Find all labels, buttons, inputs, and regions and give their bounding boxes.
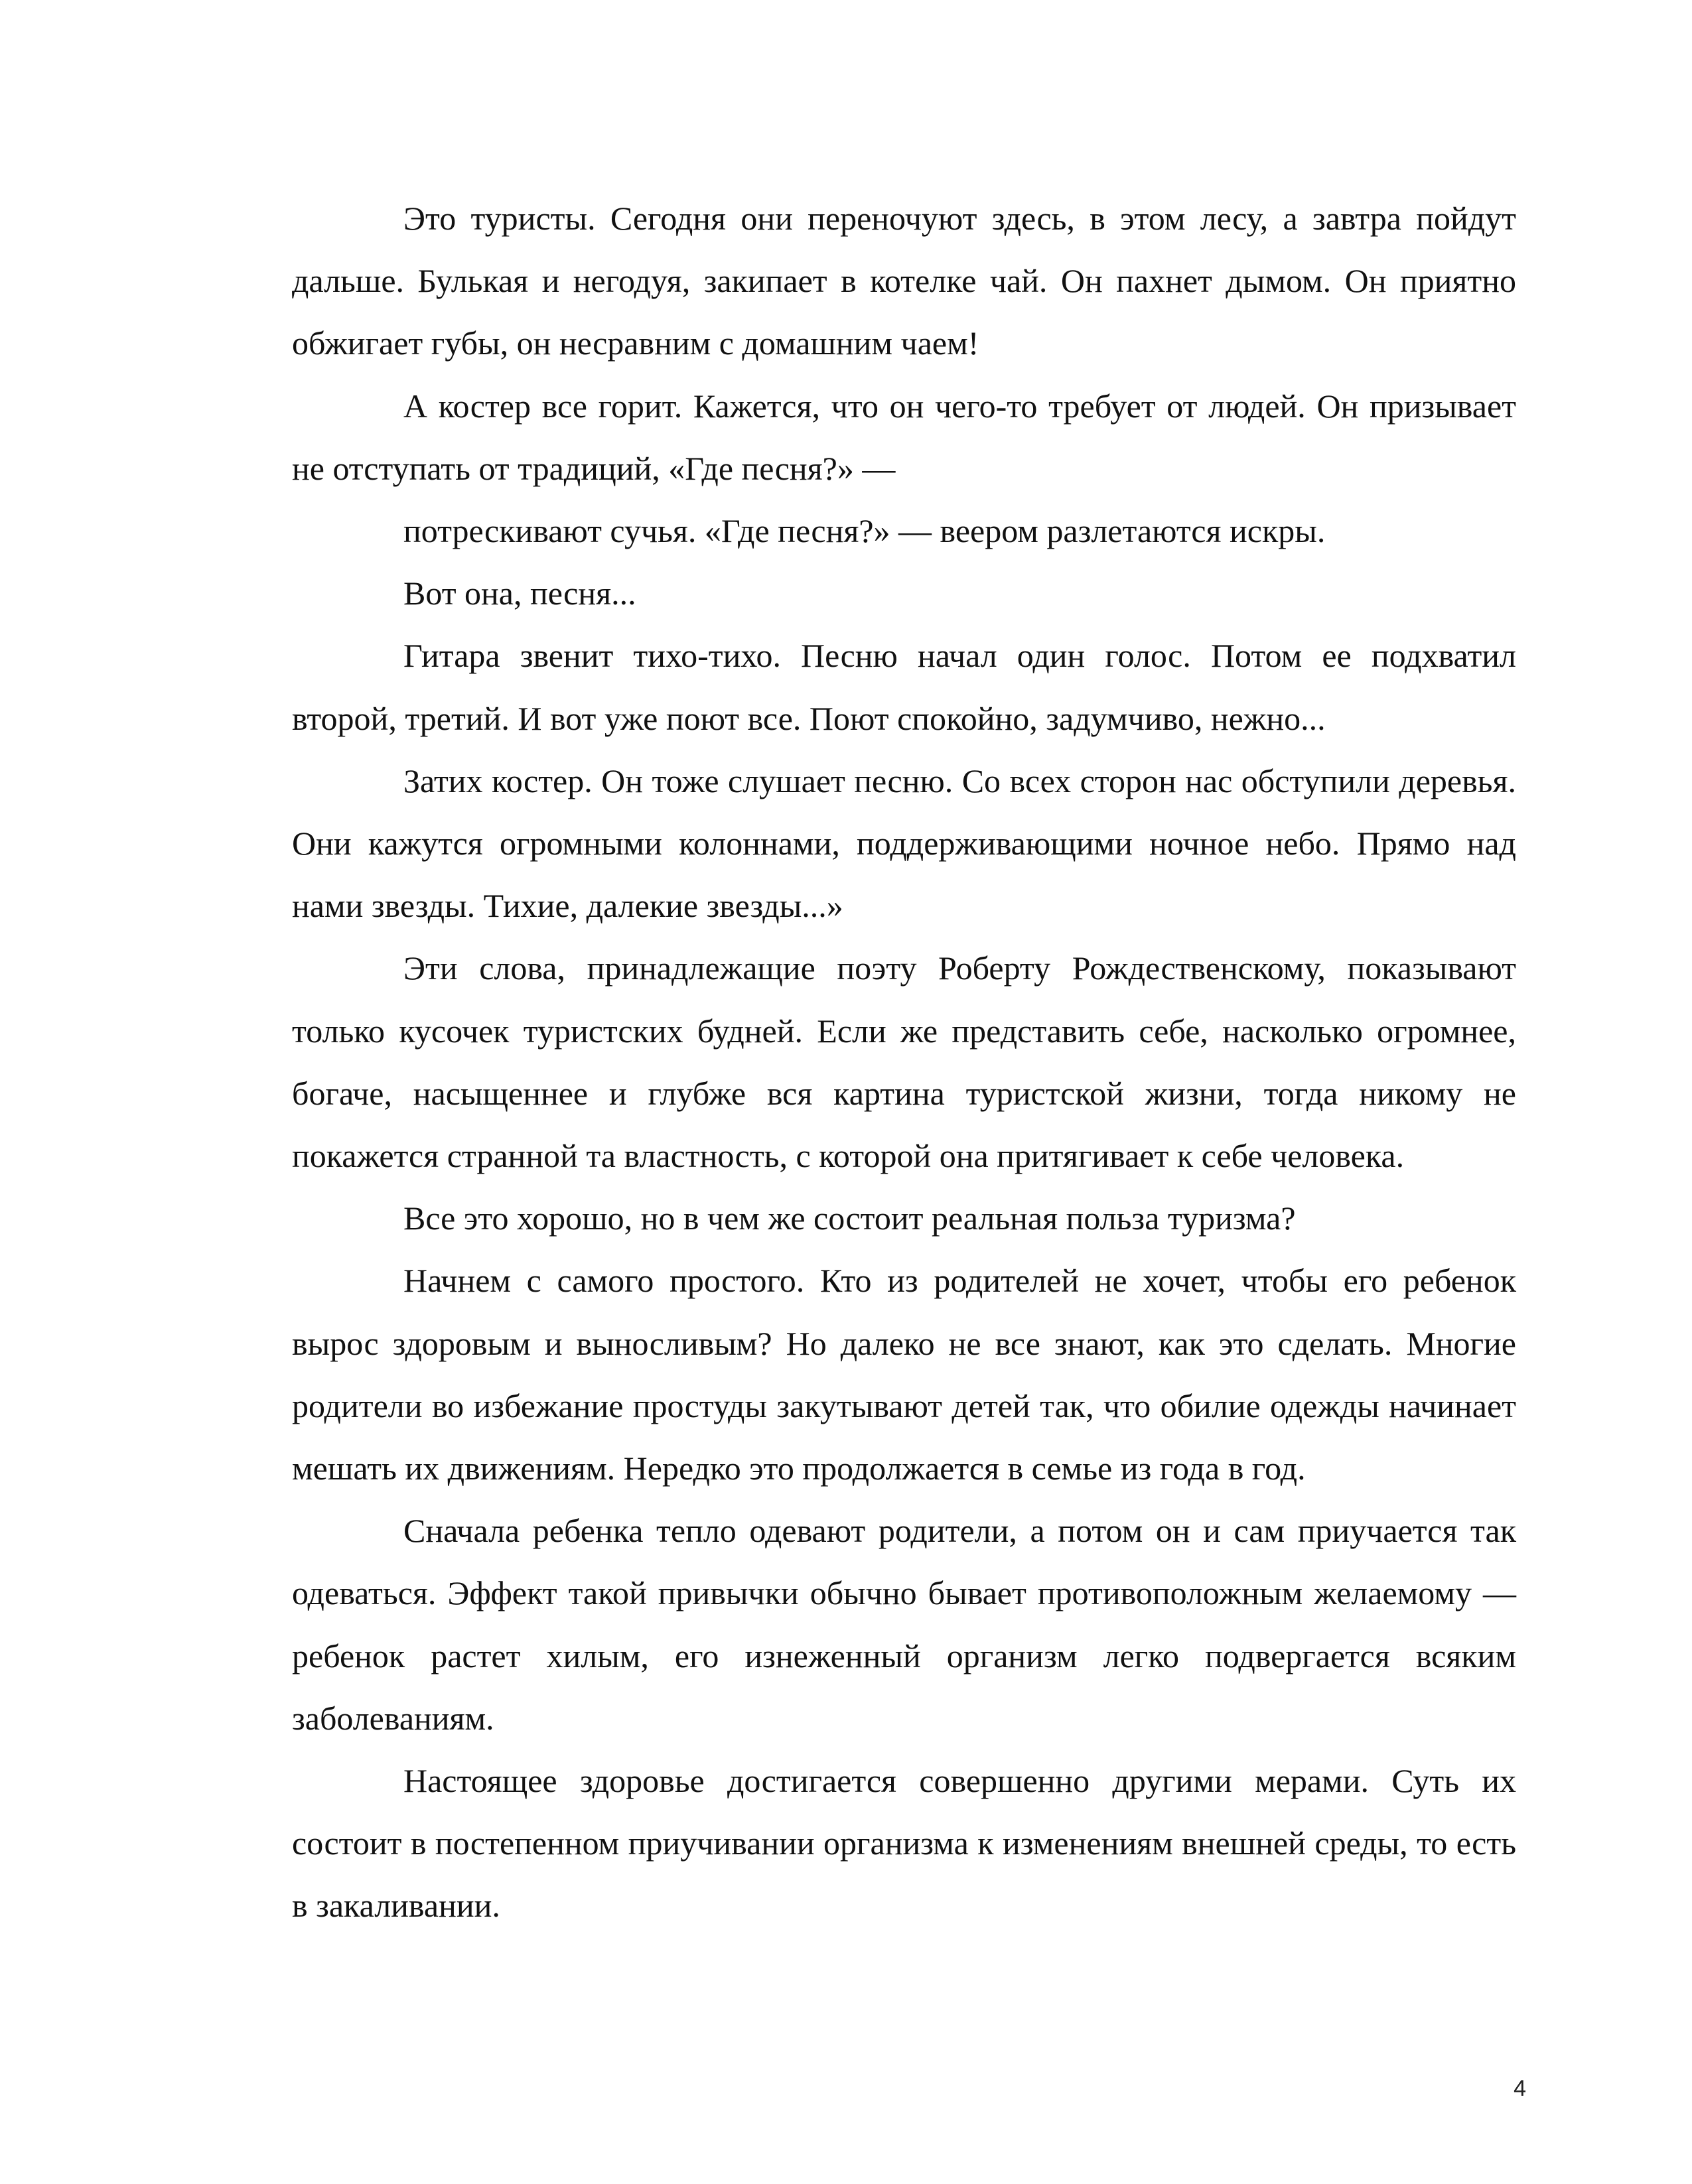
paragraph-campfire: А костер все горит. Кажется, что он чего-то требует от людей. Он призывает не отступать от традиций, «Где песня?» — [292,387,1516,487]
paragraph-here-is-song: Вот она, песня... [403,575,636,612]
paragraph-parents: Начнем с самого простого. Кто из родителей не хочет, чтобы его ребенок вырос здоровым и выносливым? Но далеко не все знают, как это сделать. Многие родители во избежание простуды закутывают детей так, что обилие одежды начинает мешать их движениям. Нередко это продолжается в семье из года в год. [292,1262,1516,1487]
paragraph-poet-quote: Эти слова, принадлежащие поэту Роберту Рождественскому, показывают только кусочек туристских будней. Если же представить себе, насколько огромнее, богаче, насыщеннее и глубже вся картина туристской жизни, тогда никому не покажется странной та властность, с которой она притягивает к себе человека. [292,949,1516,1175]
paragraph-guitar: Гитара звенит тихо-тихо. Песню начал один голос. Потом ее подхватил второй, третий. И вот уже поют все. Поют спокойно, задумчиво, нежно... [292,637,1516,737]
paragraph-hardening: Настоящее здоровье достигается совершенно другими мерами. Суть их состоит в постепенном приучивании организма к изменениям внешней среды, то есть в закаливании. [292,1762,1516,1925]
page-number: 4 [1514,2076,1526,2101]
body-text [292,187,1516,1937]
paragraph-tourists-tea: Это туристы. Сегодня они переночуют здесь, в этом лесу, а завтра пойдут дальше. Булькая и негодуя, закипает в котелке чай. Он пахнет дымом. Он приятно обжигает губы, он несравним с домашним чаем! [292,200,1516,362]
paragraph-dressing-warm: Сначала ребенка тепло одевают родители, а потом он и сам приучается так одеваться. Эффект такой привычки обычно бывает противоположным желаемому — ребенок растет хилым, его изнеженный организм легко подвергается всяким заболеваниям. [292,1512,1516,1737]
paragraph-stars: Затих костер. Он тоже слушает песню. Со всех сторон нас обступили деревья. Они кажутся огромными колоннами, поддерживающими ночное небо. Прямо над нами звезды. Тихие, далекие звезды...» [292,762,1516,925]
paragraph-sparks: потрескивают сучья. «Где песня?» — веером разлетаются искры. [403,512,1326,550]
paragraph-real-benefit: Все это хорошо, но в чем же состоит реальная польза туризма? [403,1199,1296,1237]
